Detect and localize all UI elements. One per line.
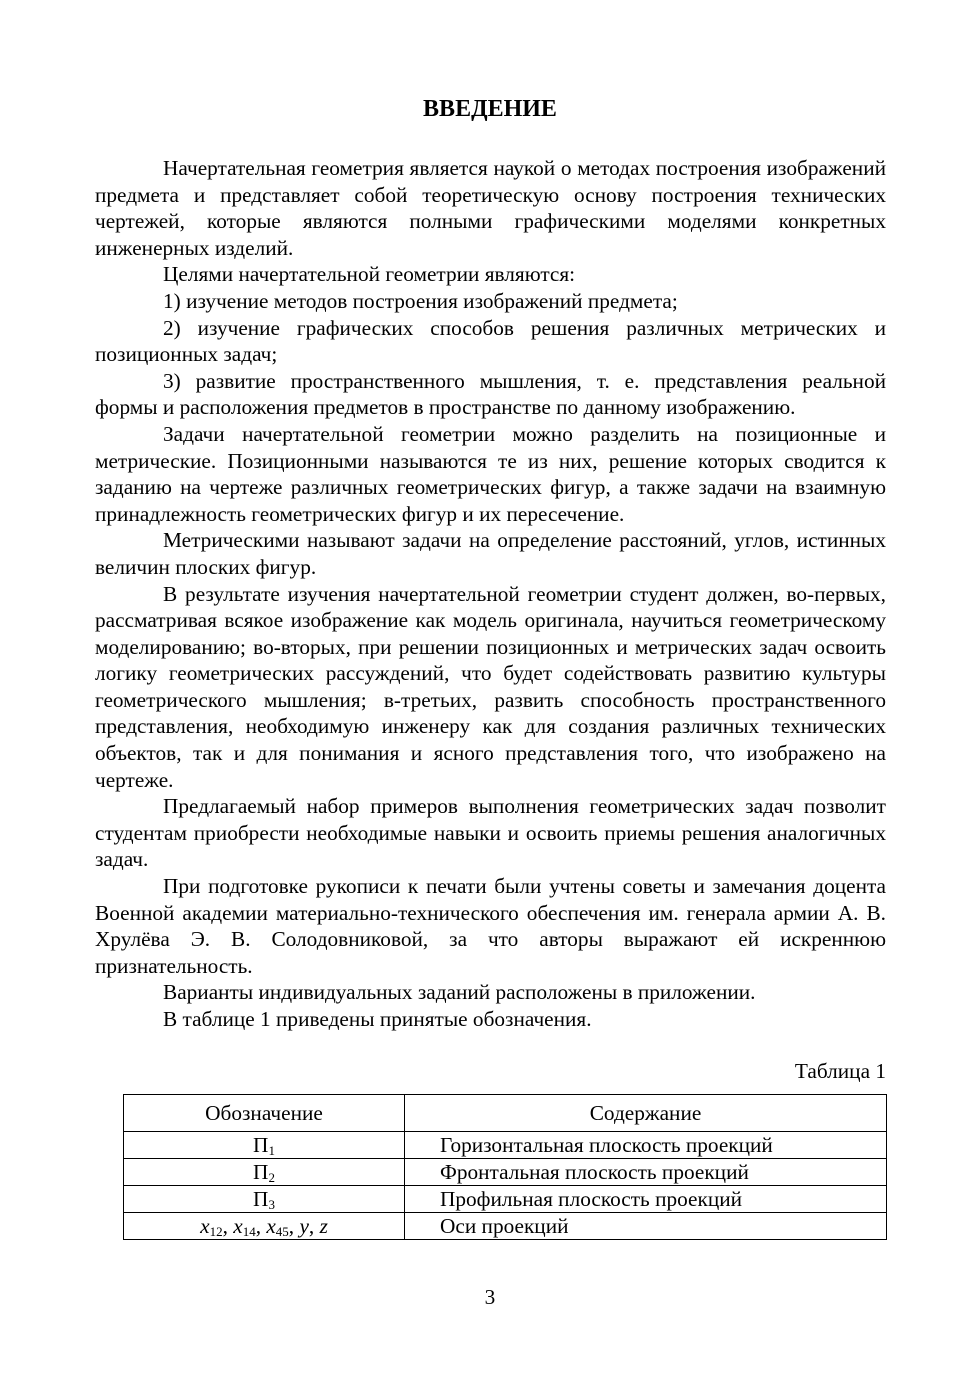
column-header-content: Содержание (405, 1095, 887, 1132)
paragraph-outcomes: В результате изучения начертательной геометрии студент должен, во-первых, рассматривая всякое изображение как модель оригинала, научиться геометрическому моделированию; во-вторых, при решении позиционных и метрических задач освоить логику геометрических рассуждений, что будет содействовать развитию культуры геометрического мышления; в-третьих, развить способность пространственного представления, необходимую инженеру как для создания различных технических объектов, так и для понимания и ясного представления того, что изображено на чертеже. (95, 581, 886, 792)
paragraph-tasks: Задачи начертательной геометрии можно разделить на позиционные и метрические. Позиционными называются те из них, решение которых сводится к заданию на чертеже различных геометрических фигур, а также задачи на взаимную принадлежность геометрических фигур и их пересечение. (95, 421, 886, 526)
page-number: 3 (484, 1285, 496, 1309)
table-row (124, 1159, 887, 1186)
table-caption: Таблица 1 (794, 1059, 886, 1083)
notation-cell-axes: $x_{12}$, $x_{14}$, $x_{45}$, y, z (124, 1213, 405, 1240)
notation-symbol: П (253, 1133, 269, 1157)
paragraph-examples: Предлагаемый набор примеров выполнения геометрических задач позволит студентам приобрести необходимые навыки и освоить приемы решения аналогичных задач. (95, 794, 886, 872)
description-cell: Профильная плоскость проекций (405, 1186, 887, 1213)
axis-x-symbol: x (266, 1214, 276, 1238)
notation-subscript: 3 (268, 1197, 275, 1212)
notation-cell (124, 1186, 405, 1213)
paragraph-goals-lead: Целями начертательной геометрии являются: (163, 262, 576, 287)
notation-table (123, 1094, 887, 1240)
table-row (124, 1186, 887, 1213)
axis-z-symbol: z (319, 1214, 328, 1238)
description-cell: Горизонтальная плоскость проекций (405, 1132, 887, 1159)
axis-subscript: 14 (242, 1224, 256, 1239)
paragraph-acknowledgements: При подготовке рукописи к печати были учтены советы и замечания доцента Военной академии материально-технического обеспечения им. генерала армии А. В. Хрулёва Э. В. Солодовниковой, за что авторы выражают ей искреннюю признательность. (95, 874, 886, 978)
description-cell: Оси проекций (405, 1213, 887, 1240)
paragraph-intro: Начертательная геометрия является наукой о методах построения изображений предмета и представляет собой теоретическую основу построения технических чертежей, которые являются полными графическими моделями конкретных инженерных изделий. (95, 156, 886, 260)
notation-symbol: П (253, 1160, 269, 1184)
column-header-notation: Обозначение (124, 1095, 405, 1132)
paragraph-metric: Метрическими называют задачи на определение расстояний, углов, истинных величин плоских фигур. (95, 528, 886, 579)
table-header-row (124, 1095, 887, 1132)
list-item-goal-3: 3) развитие пространственного мышления, т. е. представления реальной формы и расположения предметов в пространстве по данному изображению. (95, 368, 886, 420)
list-item-goal-2: 2) изучение графических способов решения различных метрических и позиционных задач; (95, 315, 886, 367)
axis-subscript: 45 (275, 1224, 289, 1239)
axis-subscript: 12 (209, 1224, 223, 1239)
table-row (124, 1213, 887, 1240)
axis-x-symbol: x (200, 1214, 210, 1238)
notation-cell (124, 1159, 405, 1186)
description-cell: Фронтальная плоскость проекций (405, 1159, 887, 1186)
notation-symbol: П (253, 1187, 269, 1211)
notation-cell (124, 1132, 405, 1159)
paragraph-variants: Варианты индивидуальных заданий расположены в приложении. (163, 980, 756, 1005)
notation-subscript: 2 (268, 1170, 275, 1185)
notation-subscript: 1 (268, 1143, 275, 1158)
axis-y-symbol: y (299, 1214, 309, 1238)
axis-x-symbol: x (233, 1214, 243, 1238)
table-row (124, 1132, 887, 1159)
page-title: ВВЕДЕНИЕ (423, 96, 557, 122)
body-text (95, 155, 886, 1033)
paragraph-table-ref: В таблице 1 приведены принятые обозначения. (163, 1007, 592, 1031)
list-item-goal-1: 1) изучение методов построения изображений предмета; (163, 288, 678, 313)
